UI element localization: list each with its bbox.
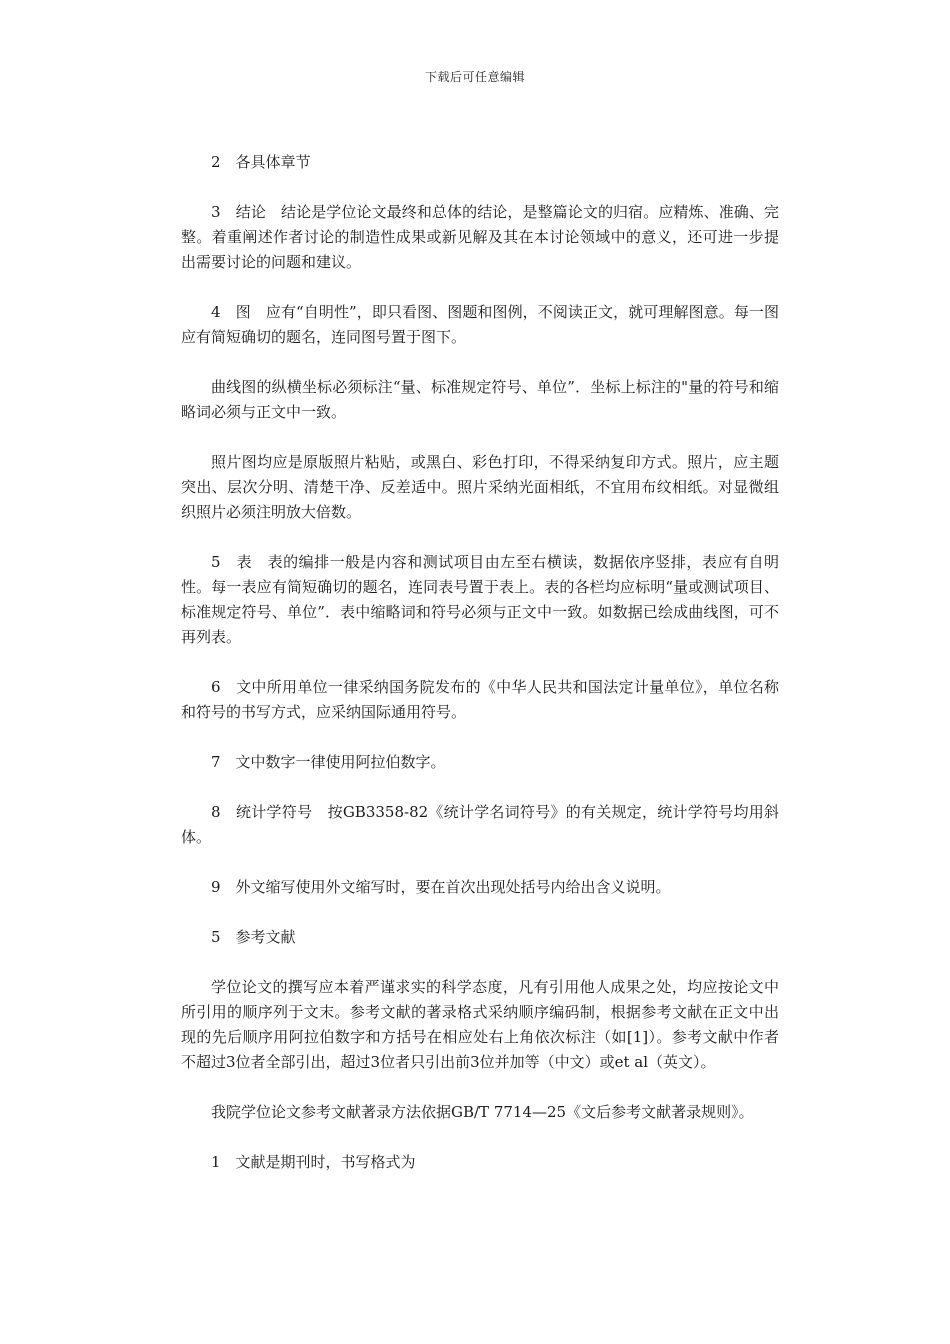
paragraph-figures: 4 图 应有“自明性”，即只看图、图题和图例，不阅读正文，就可理解图意。每一图应有简短确切的题名，连同图号置于图下。	[181, 303, 779, 346]
paragraph-numerals: 7 文中数字一律使用阿拉伯数字。	[211, 753, 446, 771]
paragraph-units: 6 文中所用单位一律采纳国务院发布的《中华人民共和国法定计量单位》，单位名称和符号的书写方式，应采纳国际通用符号。	[181, 678, 779, 721]
paragraph-references-standard: 我院学位论文参考文献著录方法依据GB/T 7714—25《文后参考文献著录规则》。	[211, 1103, 754, 1121]
paragraph-journal-format: 1 文献是期刊时，书写格式为	[211, 1153, 416, 1171]
paragraph-conclusion: 3 结论 结论是学位论文最终和总体的结论，是整篇论文的归宿。应精炼、准确、完整。着重阐述作者讨论的制造性成果或新见解及其在本讨论领域中的意义，还可进一步提出需要讨论的问题和建议。	[181, 203, 779, 271]
paragraph-abbreviations: 9 外文缩写使用外文缩写时，要在首次出现处括号内给出含义说明。	[211, 878, 671, 896]
paragraph-references-intro: 学位论文的撰写应本着严谨求实的科学态度，凡有引用他人成果之处，均应按论文中所引用的顺序列于文末。参考文献的著录格式采纳顺序编码制，根据参考文献在正文中出现的先后顺序用阿拉伯数字和方括号在相应处右上角依次标注（如[1]）。参考文献中作者不超过3位者全部引出，超过3位者只引出前3位并加等（中文）或et al（英文）。	[181, 978, 779, 1071]
paragraph-curve-axes: 曲线图的纵横坐标必须标注“量、标准规定符号、单位”．坐标上标注的"量的符号和缩略词必须与正文中一致。	[181, 378, 779, 421]
paragraph-photos: 照片图均应是原版照片粘贴，或黑白、彩色打印，不得采纳复印方式。照片，应主题突出、层次分明、清楚干净、反差适中。照片采纳光面相纸，不宜用布纹相纸。对显微组织照片必须注明放大倍数。	[181, 453, 779, 521]
paragraph-tables: 5 表 表的编排一般是内容和测试项目由左至右横读，数据依序竖排，表应有自明性。每一表应有简短确切的题名，连同表号置于表上。表的各栏均应标明“量或测试项目、标准规定符号、单位”．表中缩略词和符号必须与正文中一致。如数据已绘成曲线图，可不再列表。	[181, 553, 779, 646]
section-heading-references: 5 参考文献	[211, 928, 296, 946]
section-heading-chapters: 2 各具体章节	[211, 153, 311, 171]
paragraph-statistics-symbols: 8 统计学符号 按GB3358-82《统计学名词符号》的有关规定，统计学符号均用斜体。	[181, 803, 779, 846]
document-body	[181, 150, 779, 1175]
page-header: 下载后可任意编辑	[424, 70, 525, 84]
